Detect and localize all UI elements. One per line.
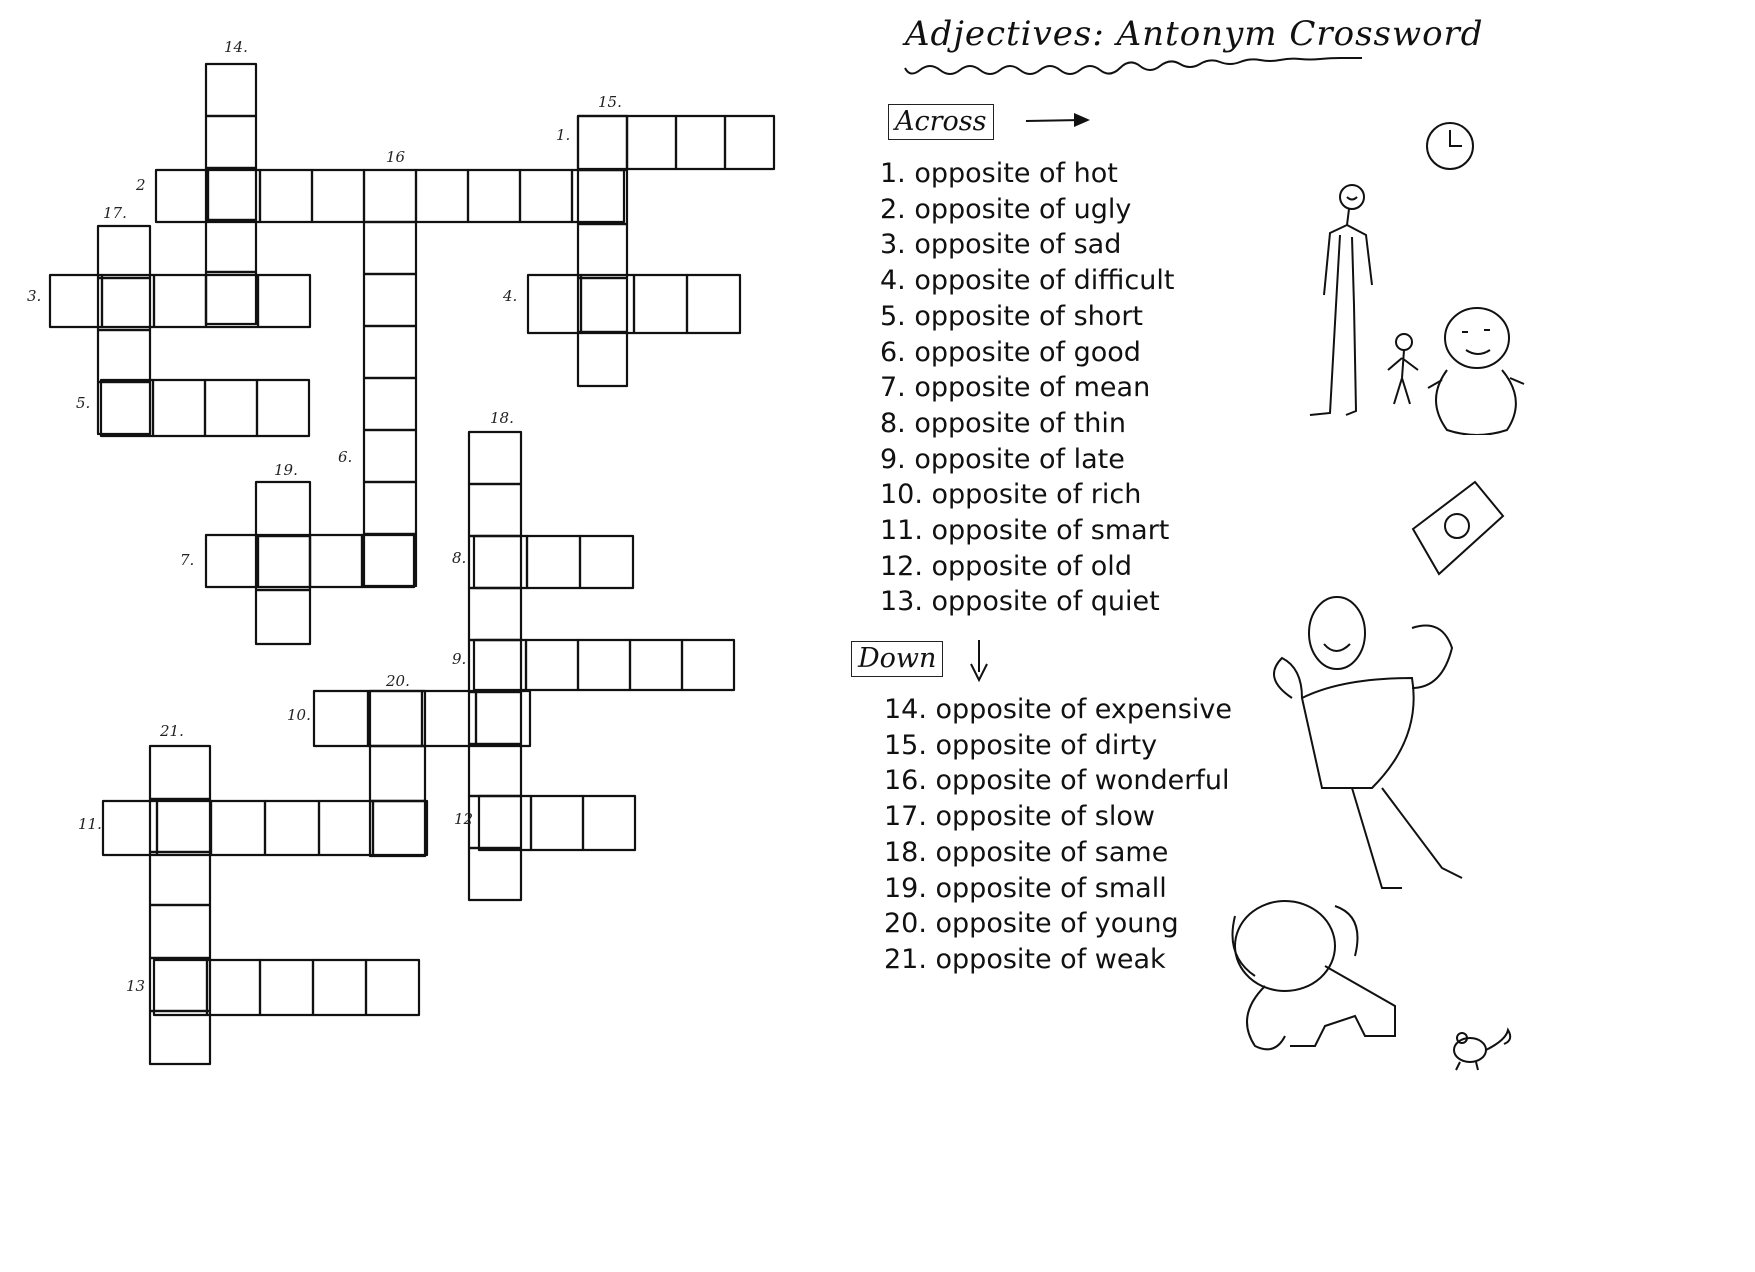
crossword-cell [260,960,313,1015]
grid-number: 5. [76,394,91,412]
crossword-cell [154,960,207,1015]
across-heading: Across [888,104,994,140]
crossword-cell [469,432,521,484]
money-bill-icon [1405,474,1515,584]
crossword-cell [373,801,427,855]
crossword-cell [364,326,416,378]
across-clue: 11. opposite of smart [880,515,1170,547]
across-clue-list [880,156,1174,620]
grid-number: 20. [386,672,410,690]
crossword-cell [364,274,416,326]
crossword-cell [205,380,257,436]
crossword-cell [257,380,309,436]
crossword-cell [676,116,725,169]
grid-number: 4. [503,287,518,305]
across-clue: 4. opposite of difficult [880,265,1175,297]
crossword-cell [531,796,583,850]
grid-number: 6. [338,448,353,466]
crossword-cell [206,220,256,272]
crossword-cell [527,536,580,588]
down-clue: 20. opposite of young [884,908,1179,940]
down-clue: 21. opposite of weak [884,943,1166,975]
crossword-cell [312,170,364,222]
crossword-cell [627,116,676,169]
crossword-cell [256,536,310,590]
crossword-cell [578,640,630,690]
crossword-cell [474,536,527,588]
crossword-cell [469,640,521,692]
crossword-cell [520,170,572,222]
grid-number: 9. [452,650,467,668]
crossword-cell [362,535,414,587]
crossword-cell [682,640,734,690]
crossword-cell [528,275,581,333]
crossword-cell [578,116,627,169]
down-clue: 16. opposite of wonderful [884,765,1230,797]
crossword-cell [150,1011,210,1064]
across-clue: 7. opposite of mean [880,372,1151,404]
crossword-cell [469,484,521,536]
down-clue: 15. opposite of dirty [884,729,1158,761]
crossword-cell [526,640,578,690]
crossword-cell [313,960,366,1015]
elephant-icon [1215,886,1415,1061]
crossword-cell [364,430,416,482]
crossword-cell [154,275,206,327]
down-clue: 17. opposite of slow [884,801,1155,833]
crossword-cell [265,801,319,855]
across-clue: 5. opposite of short [880,300,1143,332]
crossword-cell [207,960,260,1015]
down-arrow-icon [966,636,992,686]
tall-man-icon [1300,175,1380,420]
crossword-cell [580,536,633,588]
crossword-cell [468,170,520,222]
crossword-cell [260,170,312,222]
down-clue: 18. opposite of same [884,836,1169,868]
down-clue: 14. opposite of expensive [884,694,1232,725]
mouse-icon [1440,1020,1520,1075]
crossword-cell [98,330,150,382]
crossword-cell [150,799,210,852]
down-clue: 19. opposite of small [884,872,1167,904]
grid-number: 10. [287,706,311,724]
crossword-cell [208,170,260,222]
crossword-cell [256,482,310,536]
grid-number: 18. [490,409,514,427]
across-clue: 9. opposite of late [880,443,1125,475]
grid-number: 21. [160,722,184,740]
grid-number: 13 [126,977,146,995]
crossword-cell [469,588,521,640]
crossword-cell [469,744,521,796]
crossword-cell [50,275,102,327]
crossword-cell [572,170,624,222]
across-clue: 1. opposite of hot [880,158,1118,189]
grid-number: 14. [224,38,248,56]
crossword-cell [469,796,521,848]
crossword-cell [416,170,468,222]
strongman-icon [1262,588,1472,928]
crossword-cell [366,960,419,1015]
crossword-cell [98,278,150,330]
worksheet-title: Adjectives: Antonym Crossword [905,14,1484,54]
crossword-cell [578,116,627,170]
small-boy-icon [1382,330,1422,410]
crossword-cell [370,691,425,746]
grid-number: 19. [274,461,298,479]
crossword-cell [370,801,425,856]
crossword-cell [258,275,310,327]
grid-number: 11. [78,815,102,833]
crossword-cell [150,746,210,799]
grid-number: 17. [103,204,127,222]
crossword-cell [364,222,416,274]
crossword-cell [578,332,627,386]
grid-number: 3. [27,287,42,305]
crossword-cell [634,275,687,333]
grid-number: 12 [454,810,474,828]
crossword-cell [150,905,210,958]
crossword-cell [469,848,521,900]
crossword-cell [157,801,211,855]
grid-number: 1. [556,126,571,144]
clock-icon [1420,118,1480,174]
across-clue: 6. opposite of good [880,336,1141,368]
crossword-cell [469,536,521,588]
across-clue: 10. opposite of rich [880,479,1142,511]
crossword-cell [258,535,310,587]
crossword-cell [578,278,627,332]
crossword-cell [150,958,210,1011]
crossword-cell [101,380,153,436]
crossword-grid [0,0,880,1125]
crossword-cell [578,170,627,224]
across-clue: 13. opposite of quiet [880,586,1160,618]
across-clue: 8. opposite of thin [880,407,1126,439]
crossword-cell [474,640,526,690]
crossword-cell [364,482,416,534]
crossword-cell [256,590,310,644]
grid-number: 16 [386,148,406,166]
title-underline [900,50,1370,80]
crossword-cell [370,746,425,801]
crossword-cell [206,535,258,587]
down-heading: Down [851,641,943,677]
across-clue: 12. opposite of old [880,550,1132,582]
crossword-cell [206,275,258,327]
crossword-cell [319,801,373,855]
crossword-cell [583,796,635,850]
grid-number: 8. [452,549,467,567]
crossword-cell [364,534,416,586]
crossword-cell [310,535,362,587]
crossword-cell [98,382,150,434]
across-clue: 2. opposite of ugly [880,193,1132,225]
crossword-cell [150,852,210,905]
crossword-cell [206,272,256,324]
crossword-cell [479,796,531,850]
crossword-cell [102,275,154,327]
crossword-cell [314,691,368,746]
crossword-cell [211,801,265,855]
crossword-cell [364,170,416,222]
crossword-cell [725,116,774,169]
crossword-cell [687,275,740,333]
across-clue: 3. opposite of sad [880,229,1122,261]
crossword-cell [364,378,416,430]
crossword-cell [156,170,208,222]
down-clue-list [884,692,1232,978]
crossword-cell [153,380,205,436]
crossword-cell [206,168,256,220]
grid-number: 2 [136,176,146,194]
grid-number: 7. [180,551,195,569]
fat-boy-icon [1422,300,1542,435]
right-arrow-icon [1022,108,1094,134]
crossword-cell [206,116,256,168]
crossword-cell [206,64,256,116]
grid-number: 15. [598,93,622,111]
crossword-cell [578,224,627,278]
crossword-cell [630,640,682,690]
crossword-cell [98,226,150,278]
crossword-cell [368,691,422,746]
